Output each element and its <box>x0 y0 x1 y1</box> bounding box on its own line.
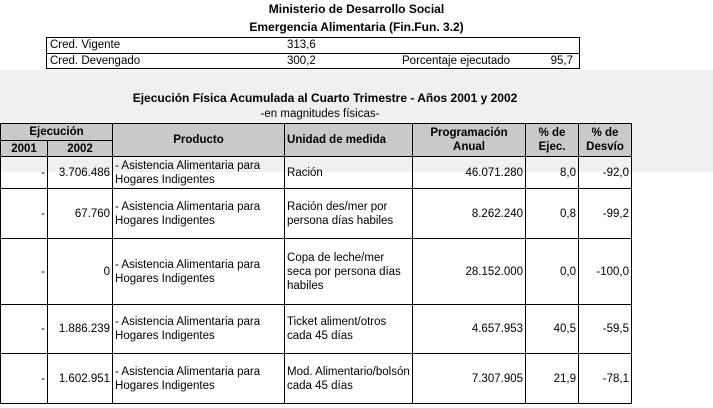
cell-2002: 1.602.951 <box>48 354 113 404</box>
cell-pct-ejec: 40,5 <box>526 305 579 354</box>
credit-devengado-value: 300,2 <box>287 55 316 67</box>
cell-programacion: 8.262.240 <box>413 189 526 239</box>
cell-2002: 67.760 <box>48 189 113 239</box>
table-row <box>1 157 632 189</box>
credit-vigente-value: 313,6 <box>287 39 316 51</box>
col-header-unidad: Unidad de medida <box>285 124 413 157</box>
col-header-2002: 2002 <box>48 141 113 157</box>
table-row <box>1 305 632 354</box>
cell-pct-desvio: -92,0 <box>579 157 632 189</box>
table-row <box>1 239 632 305</box>
cell-pct-desvio: -59,5 <box>579 305 632 354</box>
cell-2002: 0 <box>48 239 113 305</box>
col-header-producto: Producto <box>113 124 285 157</box>
cell-2002: 1.886.239 <box>48 305 113 354</box>
table-title: Ejecución Física Acumulada al Cuarto Trimestre - Años 2001 y 2002 <box>132 91 518 105</box>
cell-pct-desvio: -78,1 <box>579 354 632 404</box>
cell-2001: - <box>1 239 48 305</box>
cell-programacion: 28.152.000 <box>413 239 526 305</box>
col-header-ejecucion: Ejecución <box>1 124 113 141</box>
col-header-pct-desvio: % de Desvío <box>579 124 632 157</box>
executed-percentage-value: 95,7 <box>550 55 573 67</box>
credit-vigente-row <box>47 38 579 54</box>
credit-devengado-row <box>47 54 579 70</box>
table-row <box>1 189 632 239</box>
col-header-pct-ejec: % de Ejec. <box>526 124 579 157</box>
credit-vigente-label: Cred. Vigente <box>50 39 121 51</box>
credit-summary-box <box>46 37 580 69</box>
cell-pct-desvio: -100,0 <box>579 239 632 305</box>
cell-2001: - <box>1 157 48 189</box>
cell-producto: - Asistencia Alimentaria para Hogares Indigentes <box>113 239 285 305</box>
credit-devengado-label: Cred. Devengado <box>50 55 141 67</box>
cell-unidad: Ración des/mer por persona días habiles <box>285 189 413 239</box>
cell-programacion: 7.307.905 <box>413 354 526 404</box>
executed-percentage-label: Porcentaje ejecutado <box>402 55 511 67</box>
cell-unidad: Ticket aliment/otros cada 45 días <box>285 305 413 354</box>
execution-table <box>0 123 632 404</box>
ministry-title: Ministerio de Desarrollo Social <box>268 2 445 16</box>
header-row-1 <box>1 124 632 141</box>
cell-2001: - <box>1 354 48 404</box>
cell-2002: 3.706.486 <box>48 157 113 189</box>
cell-pct-desvio: -99,2 <box>579 189 632 239</box>
col-header-2001: 2001 <box>1 141 48 157</box>
cell-producto: - Asistencia Alimentaria para Hogares Indigentes <box>113 354 285 404</box>
cell-unidad: Ración <box>285 157 413 189</box>
table-row <box>1 354 632 404</box>
cell-2001: - <box>1 305 48 354</box>
cell-pct-ejec: 0,0 <box>526 239 579 305</box>
cell-producto: - Asistencia Alimentaria para Hogares Indigentes <box>113 305 285 354</box>
cell-producto: - Asistencia Alimentaria para Hogares Indigentes <box>113 189 285 239</box>
col-header-programacion: Programación Anual <box>413 124 526 157</box>
table-subtitle: -en magnitudes físicas- <box>260 108 380 120</box>
program-title: Emergencia Alimentaria (Fin.Fun. 3.2) <box>249 20 464 34</box>
cell-pct-ejec: 8,0 <box>526 157 579 189</box>
cell-2001: - <box>1 189 48 239</box>
cell-unidad: Mod. Alimentario/bolsón cada 45 días <box>285 354 413 404</box>
cell-programacion: 46.071.280 <box>413 157 526 189</box>
cell-pct-ejec: 21,9 <box>526 354 579 404</box>
cell-producto: - Asistencia Alimentaria para Hogares Indigentes <box>113 157 285 189</box>
cell-programacion: 4.657.953 <box>413 305 526 354</box>
cell-pct-ejec: 0,8 <box>526 189 579 239</box>
cell-unidad: Copa de leche/mer seca por persona días habiles <box>285 239 413 305</box>
